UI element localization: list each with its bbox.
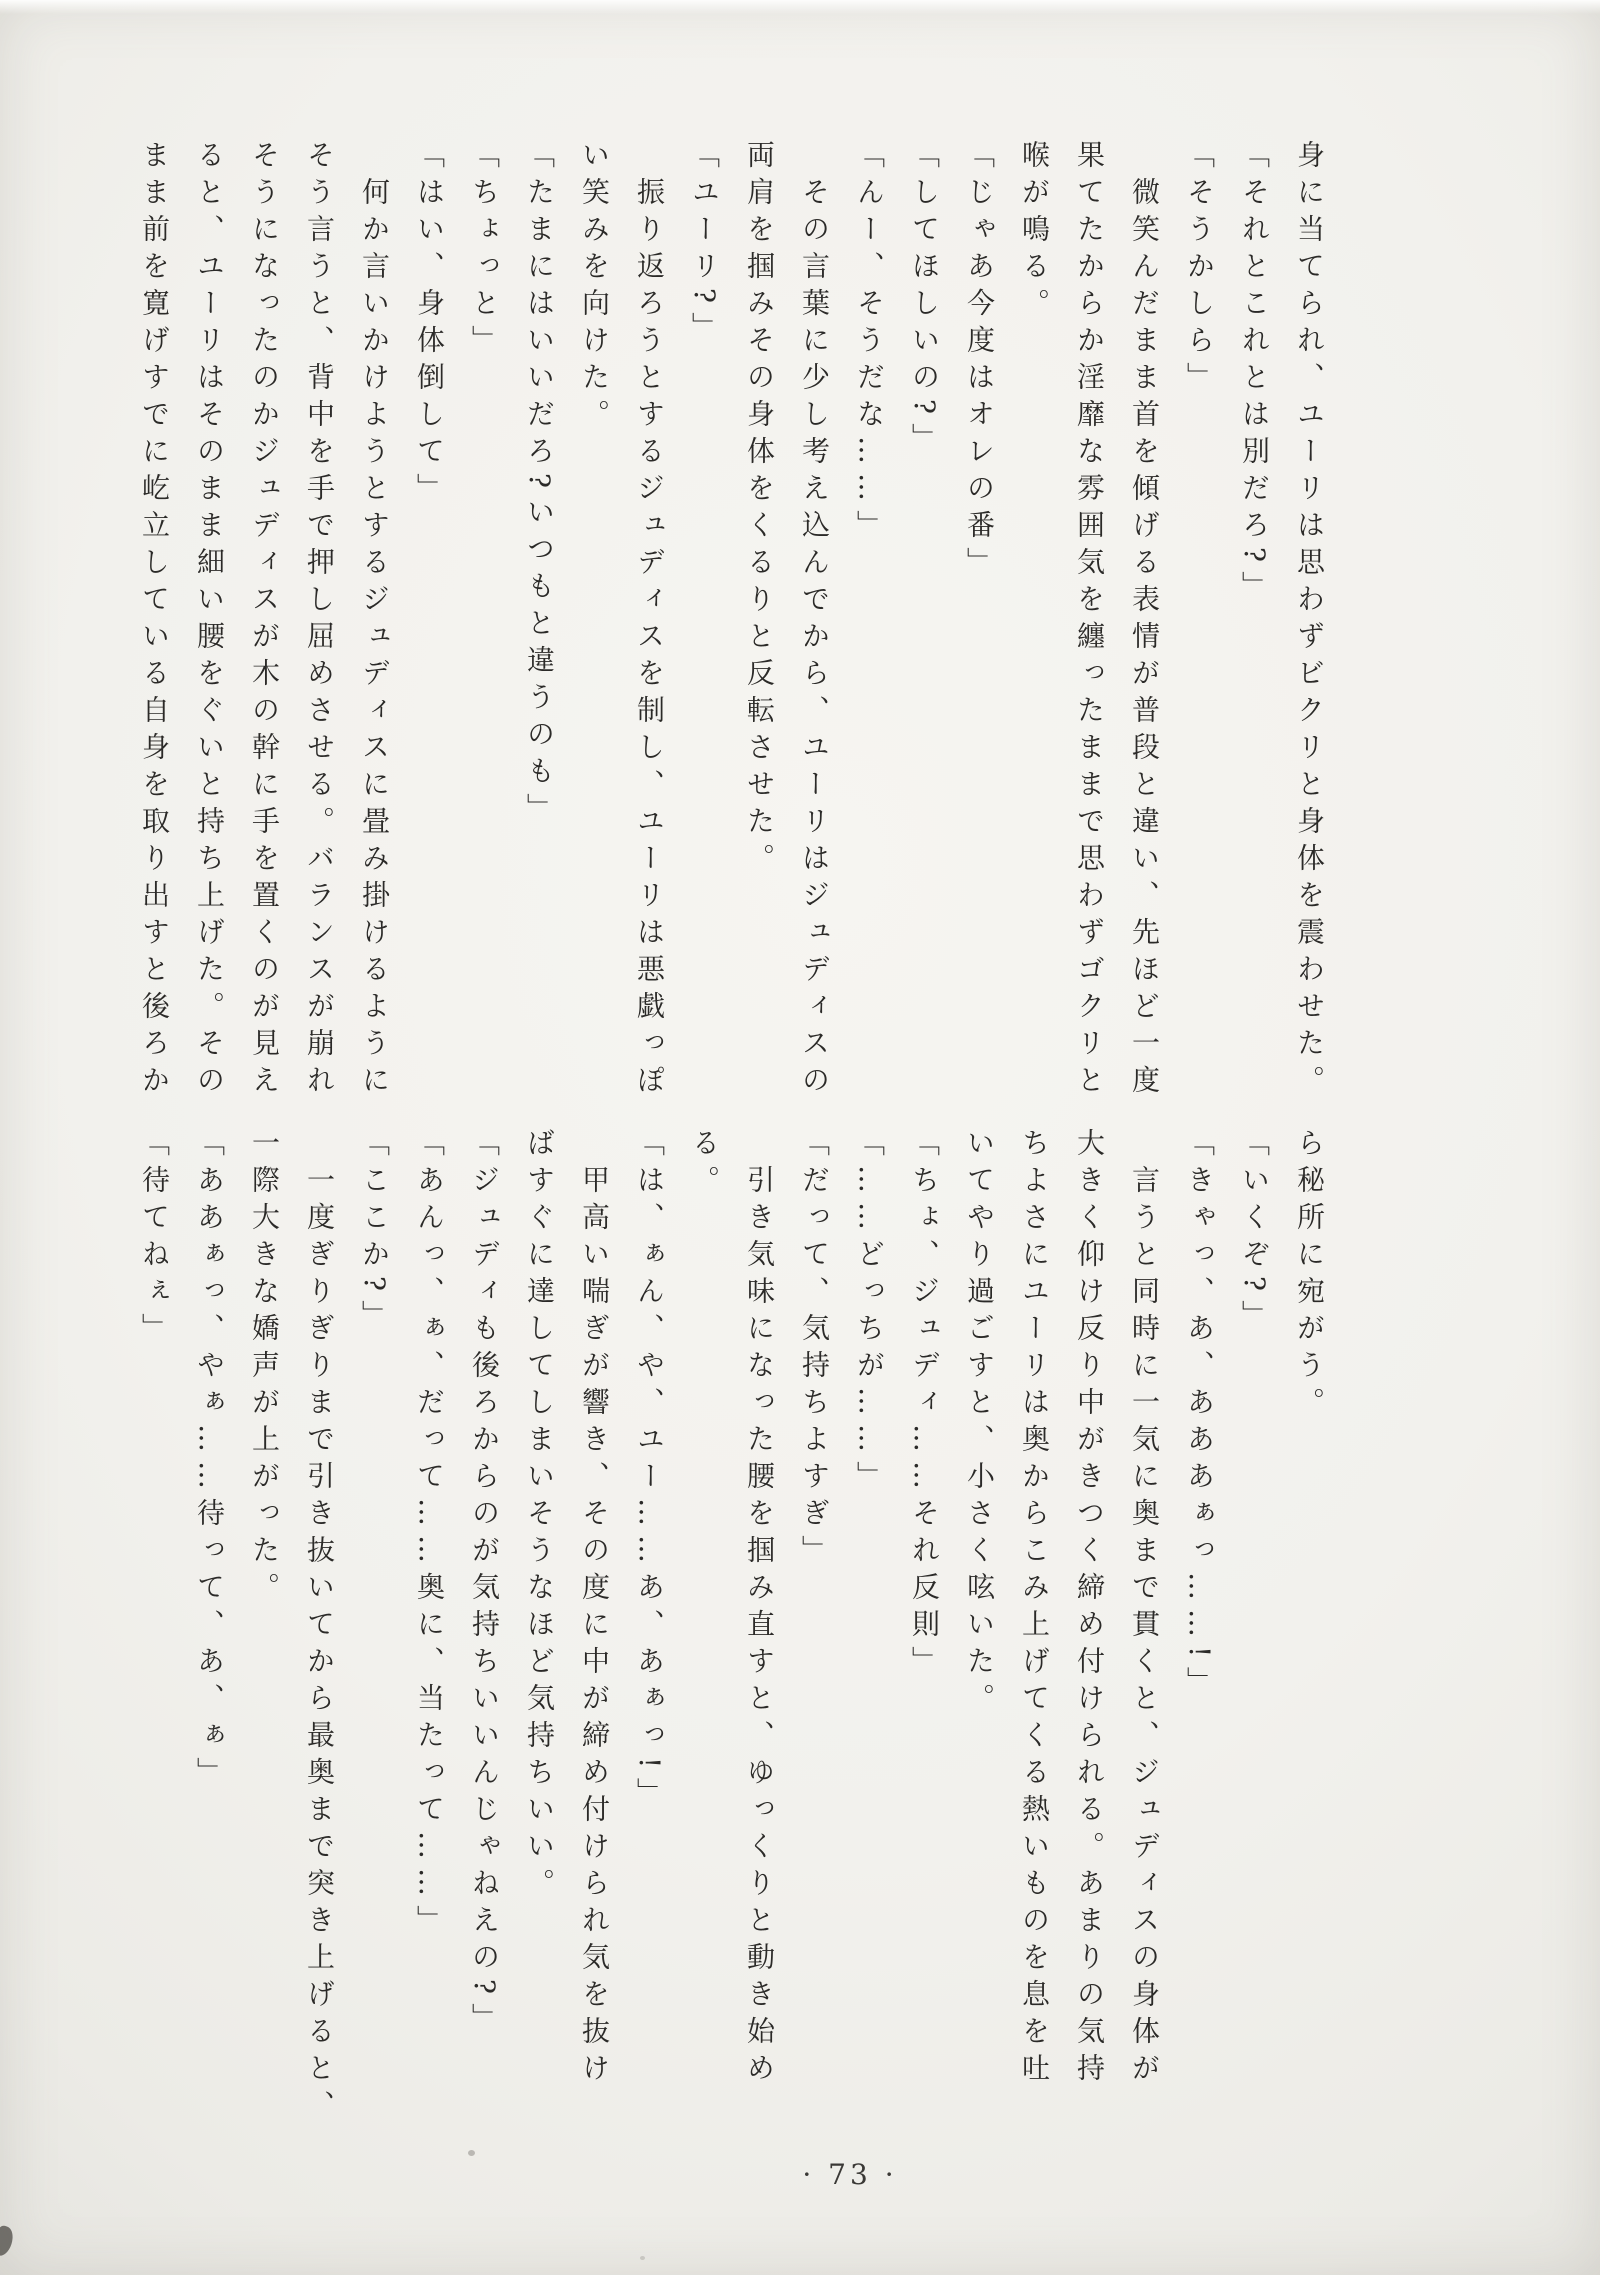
text-column: 「は、ぁん、や、ユー……あ、あぁっ!」 bbox=[633, 1128, 666, 1815]
text-block-bottom bbox=[122, 1128, 1337, 2158]
text-column: 「だって、気持ちよすぎ」 bbox=[798, 1128, 831, 1572]
text-column: 身に当てられ、ユーリは思わずビクリと身体を震わせた。 bbox=[1293, 140, 1326, 1102]
text-column: 「ちょ、ジュディ……それ反則」 bbox=[908, 1128, 941, 1683]
text-column: ると、ユーリはそのまま細い腰をぐいと持ち上げた。その bbox=[193, 140, 226, 1102]
text-column: 「ジュディも後ろからのが気持ちいいんじゃねえの?」 bbox=[468, 1128, 501, 2041]
text-column: 微笑んだまま首を傾げる表情が普段と違い、先ほど一度 bbox=[1128, 140, 1161, 1102]
text-column: 「いくぞ?」 bbox=[1238, 1128, 1271, 1338]
text-column: ちよさにユーリは奥からこみ上げてくる熱いものを息を吐 bbox=[1018, 1128, 1051, 2090]
scan-edge-mark bbox=[0, 2224, 16, 2258]
text-column: 「あんっ、ぁ、だって……奥に、当たって……」 bbox=[413, 1128, 446, 1942]
text-column: 「待てねぇ」 bbox=[138, 1128, 171, 1350]
page-number: · 73 · bbox=[802, 2158, 898, 2191]
text-column: い笑みを向けた。 bbox=[578, 140, 611, 436]
text-column: 「たまにはいいだろ?いつもと違うのも」 bbox=[523, 140, 556, 831]
text-column: 言うと同時に一気に奥まで貫くと、ジュディスの身体が bbox=[1128, 1128, 1161, 2090]
text-column: 「じゃあ今度はオレの番」 bbox=[963, 140, 996, 584]
text-column: 「ああぁっ、やぁ……待って、あ、ぁ」 bbox=[193, 1128, 226, 1794]
text-column: 一際大きな嬌声が上がった。 bbox=[248, 1128, 281, 1609]
text-column: 「んー、そうだな……」 bbox=[853, 140, 886, 547]
text-column: 「それとこれとは別だろ?」 bbox=[1238, 140, 1271, 609]
text-column: 「そうかしら」 bbox=[1183, 140, 1216, 399]
text-column: 甲高い喘ぎが響き、その度に中が締め付けられ気を抜け bbox=[578, 1128, 611, 2090]
text-column: 両肩を掴みその身体をくるりと反転させた。 bbox=[743, 140, 776, 880]
text-column: 喉が鳴る。 bbox=[1018, 140, 1051, 325]
text-column: ばすぐに達してしまいそうなほど気持ちいい。 bbox=[523, 1128, 556, 1905]
text-column: 「はい、身体倒して」 bbox=[413, 140, 446, 510]
text-column: そうになったのかジュディスが木の幹に手を置くのが見え bbox=[248, 140, 281, 1102]
text-column: 「……どっちが……」 bbox=[853, 1128, 886, 1498]
text-column: 何か言いかけようとするジュディスに畳み掛けるように bbox=[358, 140, 391, 1102]
text-column: 引き気味になった腰を掴み直すと、ゆっくりと動き始め bbox=[743, 1128, 776, 2090]
text-block-top bbox=[122, 140, 1337, 1170]
text-column: 果てたからか淫靡な雰囲気を纏ったままで思わずゴクリと bbox=[1073, 140, 1106, 1102]
text-column: 振り返ろうとするジュディスを制し、ユーリは悪戯っぽ bbox=[633, 140, 666, 1102]
text-column: る。 bbox=[688, 1128, 721, 1202]
text-column: ら秘所に宛がう。 bbox=[1293, 1128, 1326, 1424]
text-column: まま前を寛げすでに屹立している自身を取り出すと後ろか bbox=[138, 140, 171, 1102]
scan-speck bbox=[468, 2150, 475, 2156]
text-column: その言葉に少し考え込んでから、ユーリはジュディスの bbox=[798, 140, 831, 1102]
text-column: 「ユーリ?」 bbox=[688, 140, 721, 350]
text-column: そう言うと、背中を手で押し屈めさせる。バランスが崩れ bbox=[303, 140, 336, 1102]
text-column: いてやり過ごすと、小さく呟いた。 bbox=[963, 1128, 996, 1720]
text-column: 大きく仰け反り中がきつく締め付けられる。あまりの気持 bbox=[1073, 1128, 1106, 2090]
scan-speck bbox=[640, 2256, 645, 2260]
text-column: 「ここか?」 bbox=[358, 1128, 391, 1338]
text-column: 「してほしいの?」 bbox=[908, 140, 941, 461]
text-column: 「きゃっ、あ、あああぁっ……!」 bbox=[1183, 1128, 1216, 1704]
text-column: 「ちょっと」 bbox=[468, 140, 501, 362]
text-column: 一度ぎりぎりまで引き抜いてから最奥まで突き上げると、 bbox=[303, 1128, 336, 2127]
